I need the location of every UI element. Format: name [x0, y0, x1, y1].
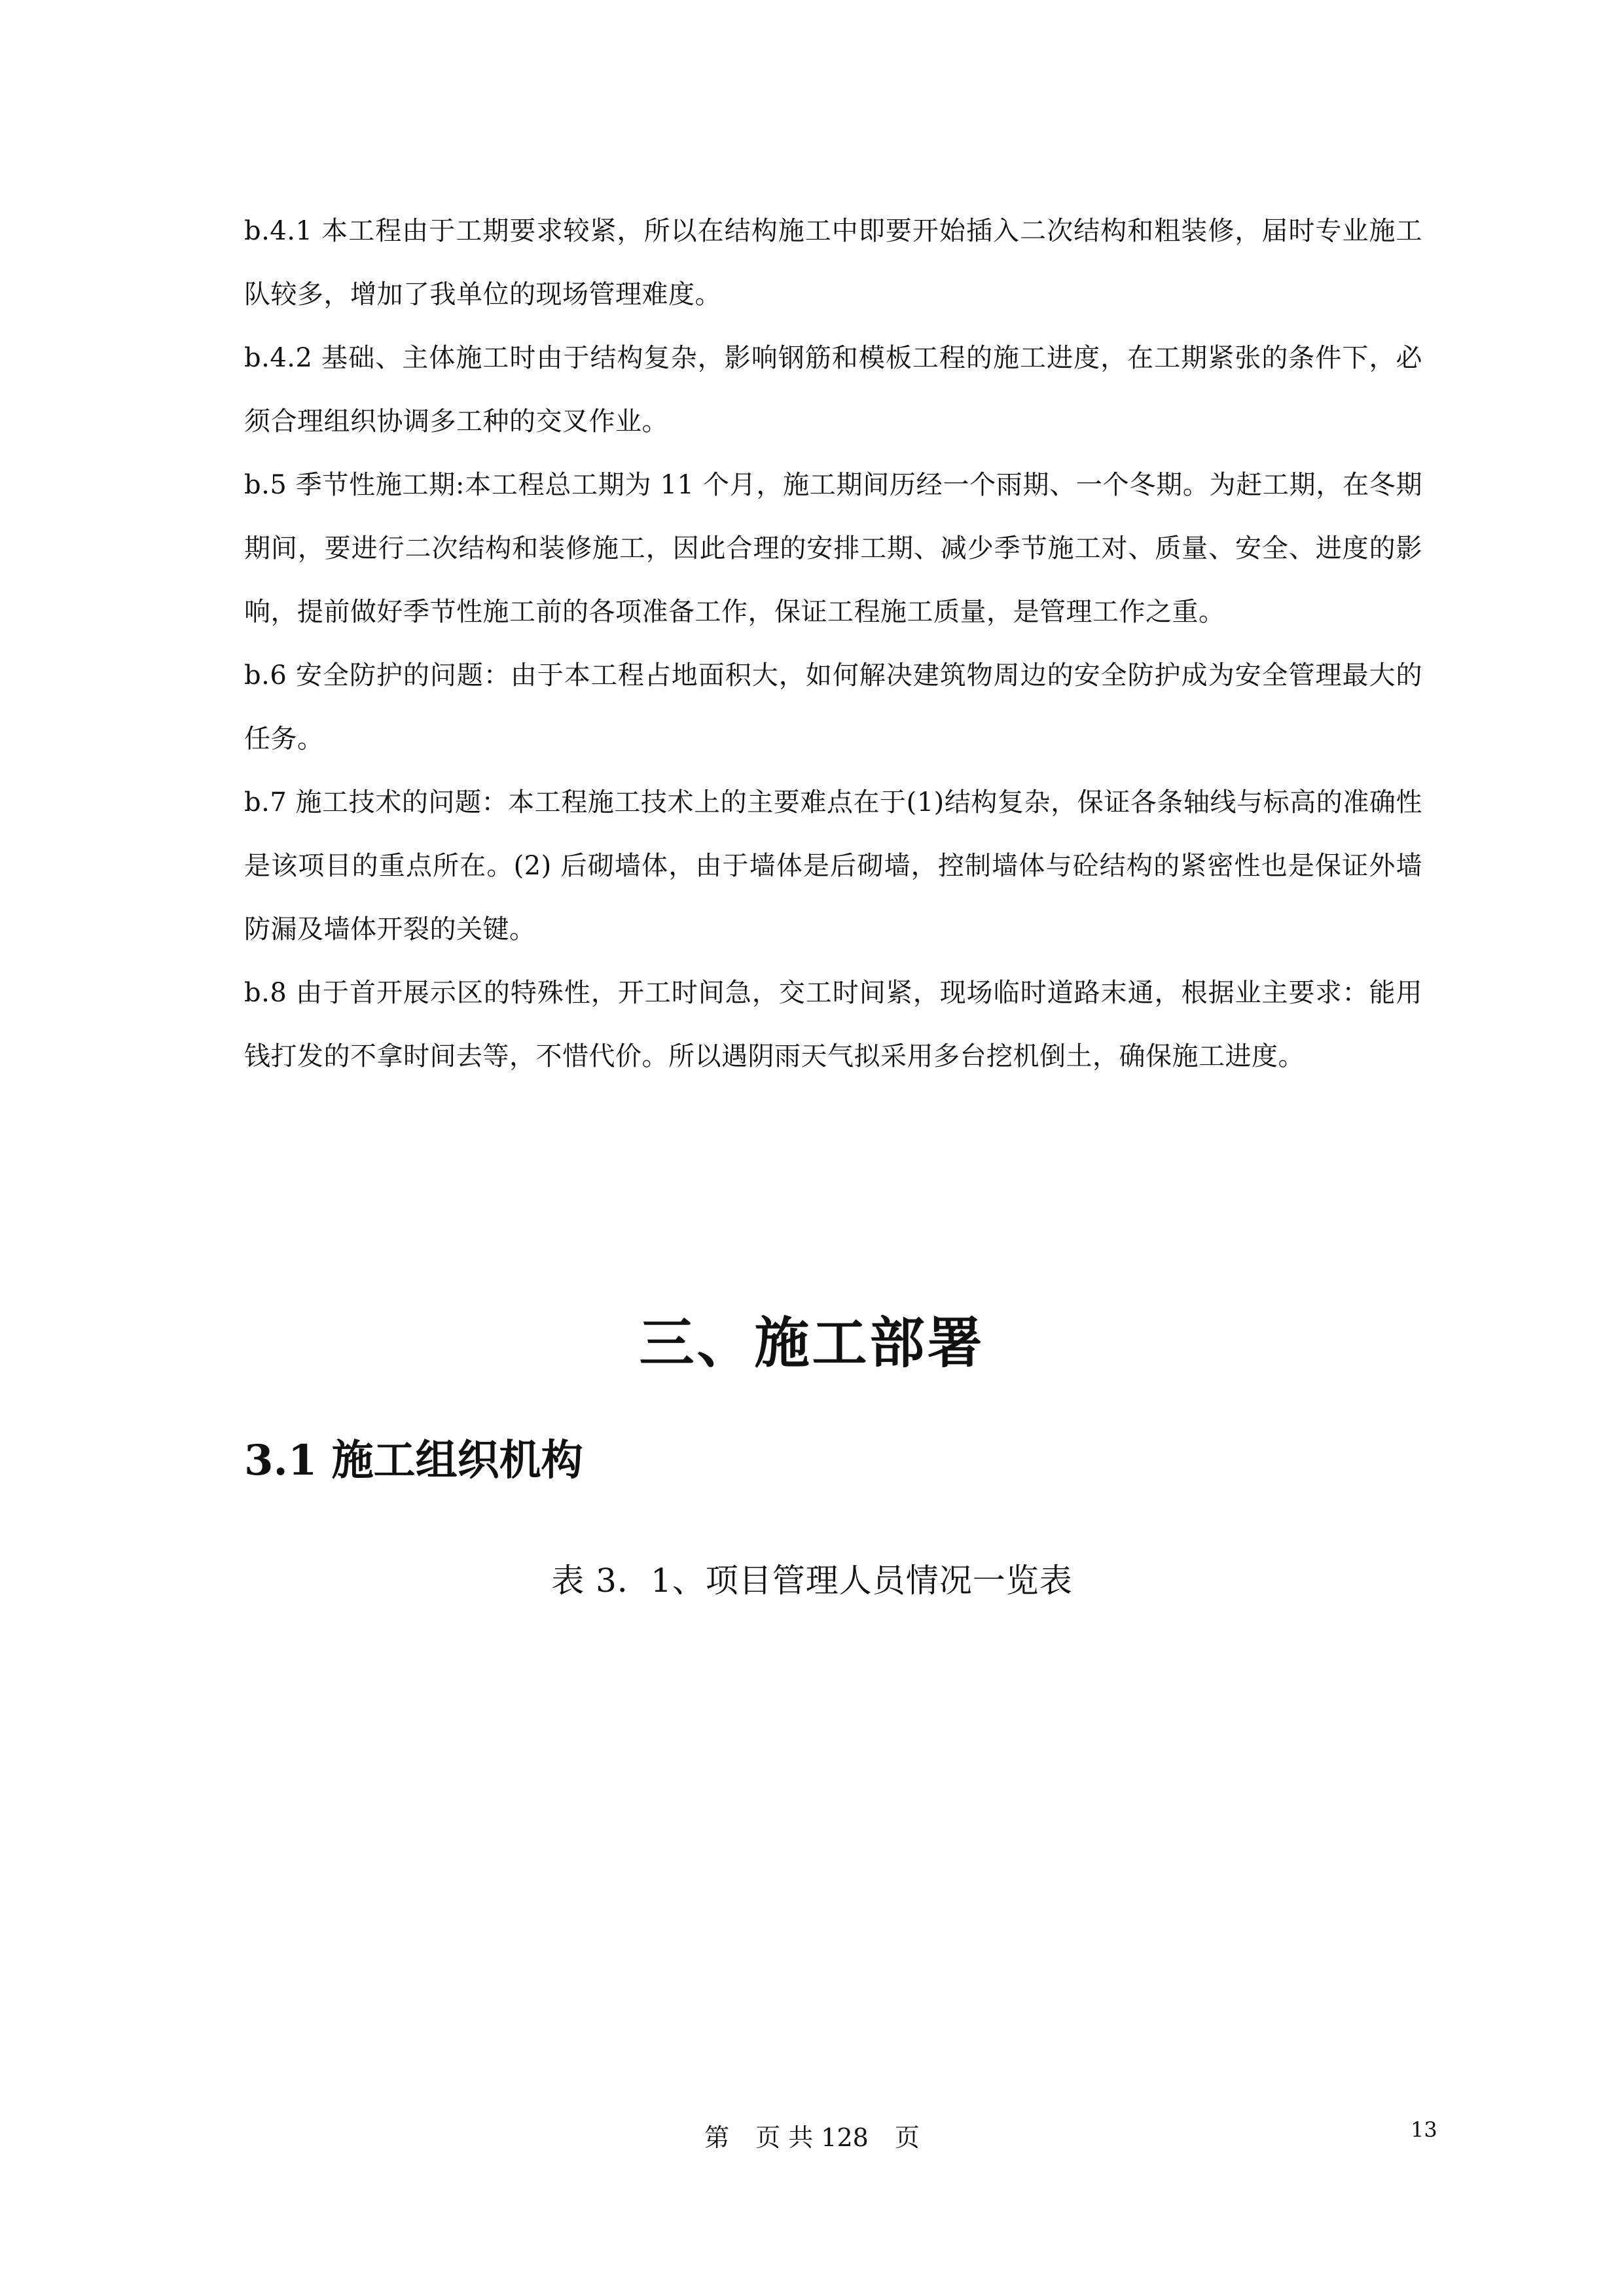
page-footer: [0, 2117, 1624, 2153]
footer-total: 页 共 128: [755, 2123, 869, 2152]
paragraph-b-8: b.8 由于首开展示区的特殊性，开工时间急，交工时间紧，现场临时道路末通，根据业主要求：能用钱打发的不拿时间去等，不惜代价。所以遇阴雨天气拟采用多台挖机倒土，确保施工进度。: [244, 978, 1422, 1071]
page-number: 13: [1411, 2117, 1437, 2142]
table-caption: 表 3．1、项目管理人员情况一览表: [551, 1562, 1073, 1600]
paragraph-b-4-2: b.4.2 基础、主体施工时由于结构复杂，影响钢筋和模板工程的施工进度，在工期紧张的条件下，必须合理组织协调多工种的交叉作业。: [244, 343, 1422, 437]
footer-suffix: 页: [894, 2123, 920, 2152]
footer-prefix: 第: [704, 2123, 730, 2152]
paragraph-b-4-1: b.4.1 本工程由于工期要求较紧，所以在结构施工中即要开始插入二次结构和粗装修，届时专业施工队较多，增加了我单位的现场管理难度。: [244, 216, 1422, 310]
paragraph-b-7: b.7 施工技术的问题：本工程施工技术上的主要难点在于(1)结构复杂，保证各条轴线与标高的准确性是该项目的重点所在。(2) 后砌墙体，由于墙体是后砌墙，控制墙体与砼结构的紧密性也是保证外墙防漏及墙体开裂的关键。: [244, 787, 1422, 944]
body-text: [244, 200, 1422, 1088]
subsection-title: 3.1 施工组织机构: [244, 1436, 583, 1485]
paragraph-b-5: b.5 季节性施工期:本工程总工期为 11 个月，施工期间历经一个雨期、一个冬期。为赶工期，在冬期期间，要进行二次结构和装修施工，因此合理的安排工期、减少季节施工对、质量、安全、进度的影响，提前做好季节性施工前的各项准备工作，保证工程施工质量，是管理工作之重。: [244, 470, 1422, 627]
paragraph-b-6: b.6 安全防护的问题：由于本工程占地面积大，如何解决建筑物周边的安全防护成为安全管理最大的任务。: [244, 660, 1422, 754]
section-title: 三、施工部署: [639, 1310, 985, 1375]
